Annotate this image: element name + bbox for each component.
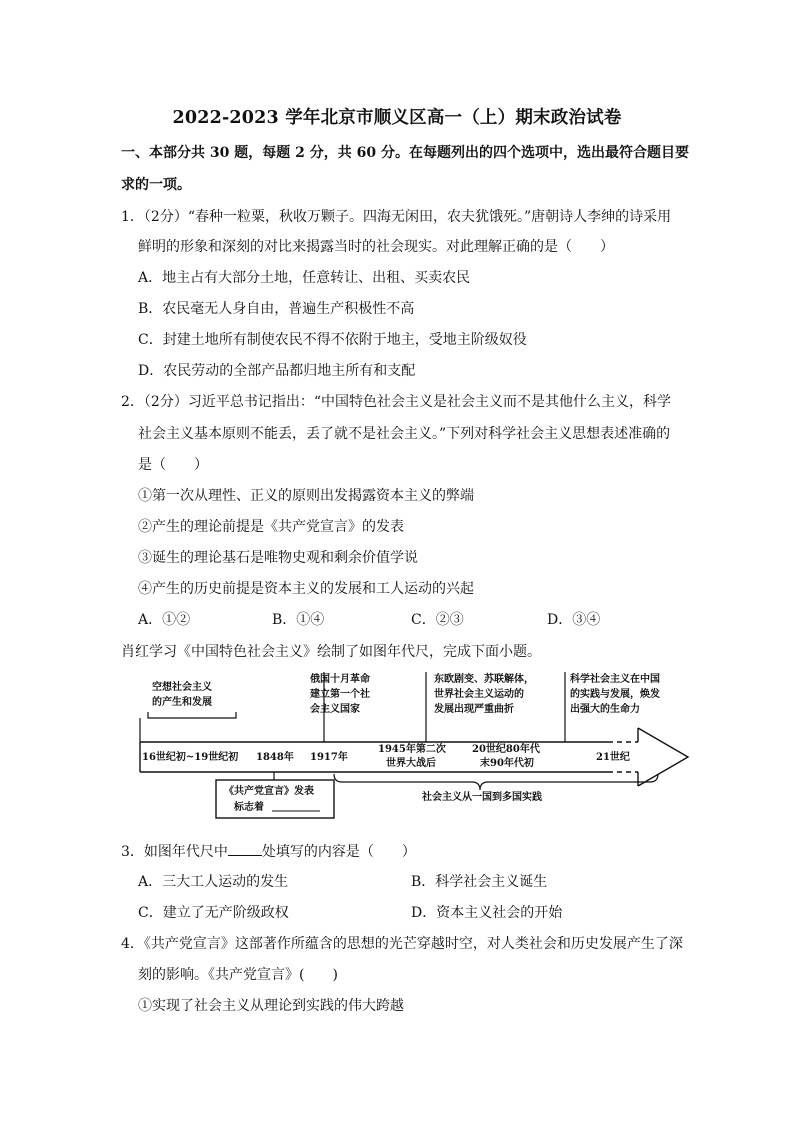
q3-option-b: B．科学社会主义诞生 [411, 874, 548, 890]
q1-option-c: C．封建土地所有制使农民不得不依附于地主，受地主阶级奴役 [138, 332, 527, 348]
q2-option-a: A．①② [138, 612, 191, 628]
q3-stem-part2: 处填写的内容是（ ） [261, 844, 416, 860]
q3-option-c: C．建立了无产阶级政权 [138, 905, 289, 921]
q1-option-a: A．地主占有大部分土地，任意转让、出租、买卖农民 [138, 270, 471, 286]
axis-label-21c: 21世纪 [596, 752, 630, 763]
q2-item-4: ④产生的历史前提是资本主义的发展和工人运动的兴起 [138, 581, 474, 597]
manifesto-box-line1: 《共产党宣言》发表 [224, 786, 314, 797]
q2-option-d: D．③④ [547, 612, 601, 628]
axis-label-1945-line1: 1945年第二次 [378, 744, 446, 755]
top-label-october-line3: 会主义国家 [310, 704, 360, 715]
top-label-china-line2: 的实践与发展，焕发 [570, 689, 660, 700]
q1-stem-line2: 鲜明的形象和深刻的对比来揭露当时的社会现实。对此理解正确的是（ ） [138, 239, 614, 255]
axis-label-1917: 1917年 [310, 752, 348, 763]
axis-label-1945-line2: 世界大战后 [386, 758, 436, 769]
top-label-east-europe-line1: 东欧剧变、苏联解体， [434, 674, 534, 685]
q1-option-d: D．农民劳动的全部产品都归地主所有和支配 [138, 363, 416, 379]
top-label-china-line3: 出强大的生命力 [570, 704, 640, 715]
q3-stem-part1: 3．如图年代尺中 [121, 844, 228, 860]
timeline-figure [138, 668, 693, 823]
top-label-october [310, 672, 370, 742]
top-label-east-europe-line3: 发展出现严重曲折 [434, 704, 514, 715]
top-label-october-line1: 俄国十月革命 [310, 674, 370, 685]
q2-item-3: ③诞生的理论基石是唯物史观和剩余价值学说 [138, 550, 418, 566]
top-label-china-line1: 科学社会主义在中国 [570, 674, 660, 685]
top-label-east-europe [426, 672, 534, 742]
section-instruction-line1: 一、本部分共 30 题，每题 2 分，共 60 分。在每题列出的四个选项中，选出最符合题目要 [121, 145, 689, 161]
material-intro: 肖红学习《中国特色社会主义》绘制了如图年代尺，完成下面小题。 [121, 644, 541, 660]
q2-option-c: C．②③ [411, 612, 464, 628]
section-instruction-line2: 求的一项。 [121, 177, 191, 193]
q2-item-2: ②产生的理论前提是《共产党宣言》的发表 [138, 519, 404, 535]
axis-label-1848: 1848年 [256, 752, 294, 763]
q1-stem-line1: 1．（2分）“春种一粒粟，秋收万颗子。四海无闲田，农夫犹饿死。”唐朝诗人李绅的诗采用 [121, 209, 672, 225]
q3-option-a: A．三大工人运动的发生 [138, 874, 289, 890]
q3-stem [121, 841, 416, 862]
q2-stem-line3: 是（ ） [138, 457, 208, 473]
top-label-utopian-line2: 的产生和发展 [152, 697, 212, 708]
q3-blank [228, 841, 262, 856]
q3-option-d: D．资本主义社会的开始 [411, 905, 563, 921]
exam-title: 2022-2023 学年北京市顺义区高一（上）期末政治试卷 [172, 108, 622, 128]
top-label-east-europe-line2: 世界社会主义运动的 [434, 689, 524, 700]
q2-item-1: ①第一次从理性、正义的原则出发揭露资本主义的弊端 [138, 488, 474, 504]
q4-item-1: ①实现了社会主义从理论到实践的伟大跨越 [138, 998, 404, 1014]
top-label-utopian [140, 680, 236, 742]
axis-label-16c: 16世纪初~19世纪初 [142, 752, 239, 763]
brace-label: 社会主义从一国到多国实践 [422, 792, 542, 803]
manifesto-box-line2: 标志着 [234, 802, 264, 813]
q2-option-b: B．①④ [272, 612, 325, 628]
top-label-october-line2: 建立第一个社 [310, 689, 370, 700]
brace-curve [334, 774, 658, 790]
q4-stem-line1: 4．《共产党宣言》这部著作所蕴含的思想的光芒穿越时空，对人类社会和历史发展产生了深 [121, 936, 683, 952]
q1-option-b: B．农民毫无人身自由，普遍生产积极性不高 [138, 301, 415, 317]
axis-label-1980s-line1: 20世纪80年代 [472, 744, 540, 755]
q2-stem-line2: 社会主义基本原则不能丢，丢了就不是社会主义。”下列对科学社会主义思想表述准确的 [138, 426, 671, 442]
q2-stem-line1: 2．（2分）习近平总书记指出：“中国特色社会主义是社会主义而不是其他什么主义，科学 [121, 394, 671, 410]
axis-label-1980s-line2: 末90年代初 [480, 758, 534, 769]
q4-stem-line2: 刻的影响。《共产党宣言》( ) [138, 967, 338, 983]
top-label-china-practice [565, 672, 660, 742]
top-label-utopian-line1: 空想社会主义 [152, 682, 212, 693]
